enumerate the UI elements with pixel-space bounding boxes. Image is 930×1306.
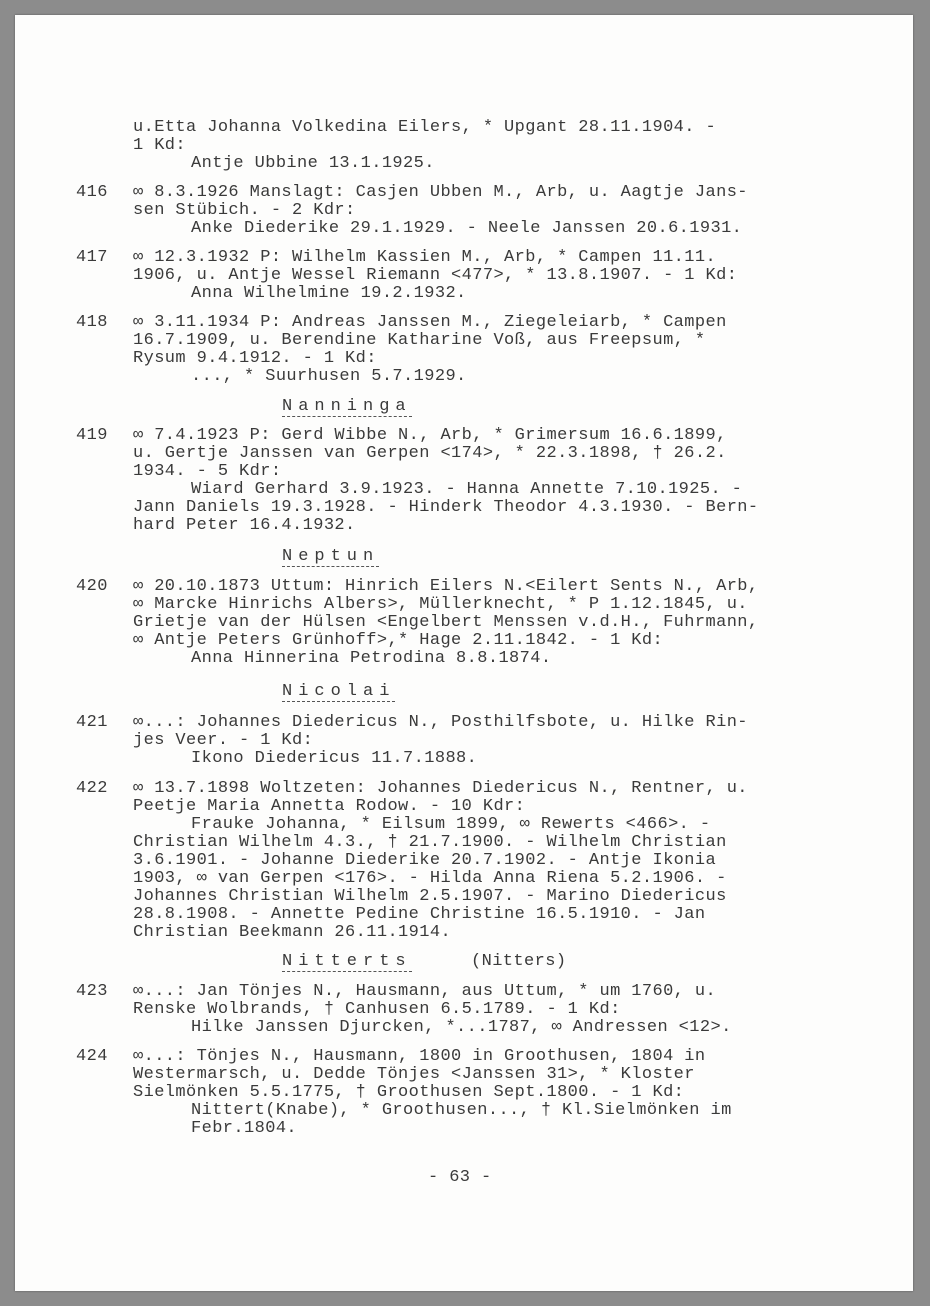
text-line: sen Stübich. - 2 Kdr: xyxy=(133,201,356,220)
text-line: ..., * Suurhusen 5.7.1929. xyxy=(191,367,467,386)
surname-heading xyxy=(282,683,395,701)
text-line: Nittert(Knabe), * Groothusen..., † Kl.Sielmönken im xyxy=(191,1101,732,1120)
text-line: Frauke Johanna, * Eilsum 1899, ∞ Rewerts <466>. - xyxy=(191,815,711,834)
text-line: ∞...: Tönjes N., Hausmann, 1800 in Groothusen, 1804 in xyxy=(133,1047,706,1066)
entry-number: 422 xyxy=(76,779,108,798)
text-line: 1934. - 5 Kdr: xyxy=(133,462,282,481)
text-line: Wiard Gerhard 3.9.1923. - Hanna Annette 7.10.1925. - xyxy=(191,480,743,499)
surname-heading-text: Nicolai xyxy=(282,682,396,701)
surname-heading xyxy=(282,548,379,566)
text-line: ∞...: Jan Tönjes N., Hausmann, aus Uttum, * um 1760, u. xyxy=(133,982,717,1001)
surname-heading-text: Nitterts xyxy=(282,952,412,971)
entry-number: 421 xyxy=(76,713,108,732)
entry-number: 418 xyxy=(76,313,108,332)
text-line: 1906, u. Antje Wessel Riemann <477>, * 13.8.1907. - 1 Kd: xyxy=(133,266,738,285)
entry-number: 420 xyxy=(76,577,108,596)
page-number: - 63 - xyxy=(428,1168,492,1187)
text-line: Peetje Maria Annetta Rodow. - 10 Kdr: xyxy=(133,797,526,816)
document-page xyxy=(15,15,913,1291)
entry-number: 423 xyxy=(76,982,108,1001)
text-line: 1 Kd: xyxy=(133,136,187,155)
page-content xyxy=(15,15,913,1291)
text-line: Renske Wolbrands, † Canhusen 6.5.1789. - 1 Kd: xyxy=(133,1000,621,1019)
text-line: u.Etta Johanna Volkedina Eilers, * Upgant 28.11.1904. - xyxy=(133,118,717,137)
surname-heading xyxy=(282,953,412,971)
text-line: ∞ 3.11.1934 P: Andreas Janssen M., Ziegeleiarb, * Campen xyxy=(133,313,727,332)
text-line: ∞ 12.3.1932 P: Wilhelm Kassien M., Arb, * Campen 11.11. xyxy=(133,248,717,267)
text-line: Anna Wilhelmine 19.2.1932. xyxy=(191,284,467,303)
text-line: Sielmönken 5.5.1775, † Groothusen Sept.1800. - 1 Kd: xyxy=(133,1083,685,1102)
text-line: Anna Hinnerina Petrodina 8.8.1874. xyxy=(191,649,552,668)
surname-heading-text: Neptun xyxy=(282,547,380,566)
text-line: Johannes Christian Wilhelm 2.5.1907. - Marino Diedericus xyxy=(133,887,727,906)
text-line: 28.8.1908. - Annette Pedine Christine 16.5.1910. - Jan xyxy=(133,905,706,924)
text-line: Grietje van der Hülsen <Engelbert Menssen v.d.H., Fuhrmann, xyxy=(133,613,759,632)
text-line: ∞ 13.7.1898 Woltzeten: Johannes Diedericus N., Rentner, u. xyxy=(133,779,748,798)
text-line: Hilke Janssen Djurcken, *...1787, ∞ Andressen <12>. xyxy=(191,1018,732,1037)
text-line: Jann Daniels 19.3.1928. - Hinderk Theodor 4.3.1930. - Bern- xyxy=(133,498,759,517)
text-line: Rysum 9.4.1912. - 1 Kd: xyxy=(133,349,377,368)
text-line: Anke Diederike 29.1.1929. - Neele Janssen 20.6.1931. xyxy=(191,219,743,238)
entry-number: 417 xyxy=(76,248,108,267)
text-line: Westermarsch, u. Dedde Tönjes <Janssen 31>, * Kloster xyxy=(133,1065,695,1084)
entry-number: 419 xyxy=(76,426,108,445)
text-line: 16.7.1909, u. Berendine Katharine Voß, aus Freepsum, * xyxy=(133,331,706,350)
text-line: ∞...: Johannes Diedericus N., Posthilfsbote, u. Hilke Rin- xyxy=(133,713,748,732)
surname-heading xyxy=(282,398,412,416)
text-line: Febr.1804. xyxy=(191,1119,298,1138)
entry-number: 424 xyxy=(76,1047,108,1066)
text-line: Christian Wilhelm 4.3., † 21.7.1900. - Wilhelm Christian xyxy=(133,833,727,852)
text-line: ∞ 7.4.1923 P: Gerd Wibbe N., Arb, * Grimersum 16.6.1899, xyxy=(133,426,727,445)
surname-heading-text: Nanninga xyxy=(282,397,412,416)
text-line: hard Peter 16.4.1932. xyxy=(133,516,356,535)
text-line: 1903, ∞ van Gerpen <176>. - Hilda Anna Riena 5.2.1906. - xyxy=(133,869,727,888)
entry-number: 416 xyxy=(76,183,108,202)
text-line: 3.6.1901. - Johanne Diederike 20.7.1902. - Antje Ikonia xyxy=(133,851,717,870)
surname-variant: (Nitters) xyxy=(471,952,567,971)
text-line: Christian Beekmann 26.11.1914. xyxy=(133,923,452,942)
text-line: ∞ Marcke Hinrichs Albers>, Müllerknecht, * P 1.12.1845, u. xyxy=(133,595,748,614)
text-line: ∞ 8.3.1926 Manslagt: Casjen Ubben M., Arb, u. Aagtje Jans- xyxy=(133,183,748,202)
text-line: ∞ Antje Peters Grünhoff>,* Hage 2.11.1842. - 1 Kd: xyxy=(133,631,664,650)
text-line: ∞ 20.10.1873 Uttum: Hinrich Eilers N.<Eilert Sents N., Arb, xyxy=(133,577,759,596)
text-line: u. Gertje Janssen van Gerpen <174>, * 22.3.1898, † 26.2. xyxy=(133,444,727,463)
text-line: Antje Ubbine 13.1.1925. xyxy=(191,154,435,173)
text-line: jes Veer. - 1 Kd: xyxy=(133,731,314,750)
text-line: Ikono Diedericus 11.7.1888. xyxy=(191,749,478,768)
